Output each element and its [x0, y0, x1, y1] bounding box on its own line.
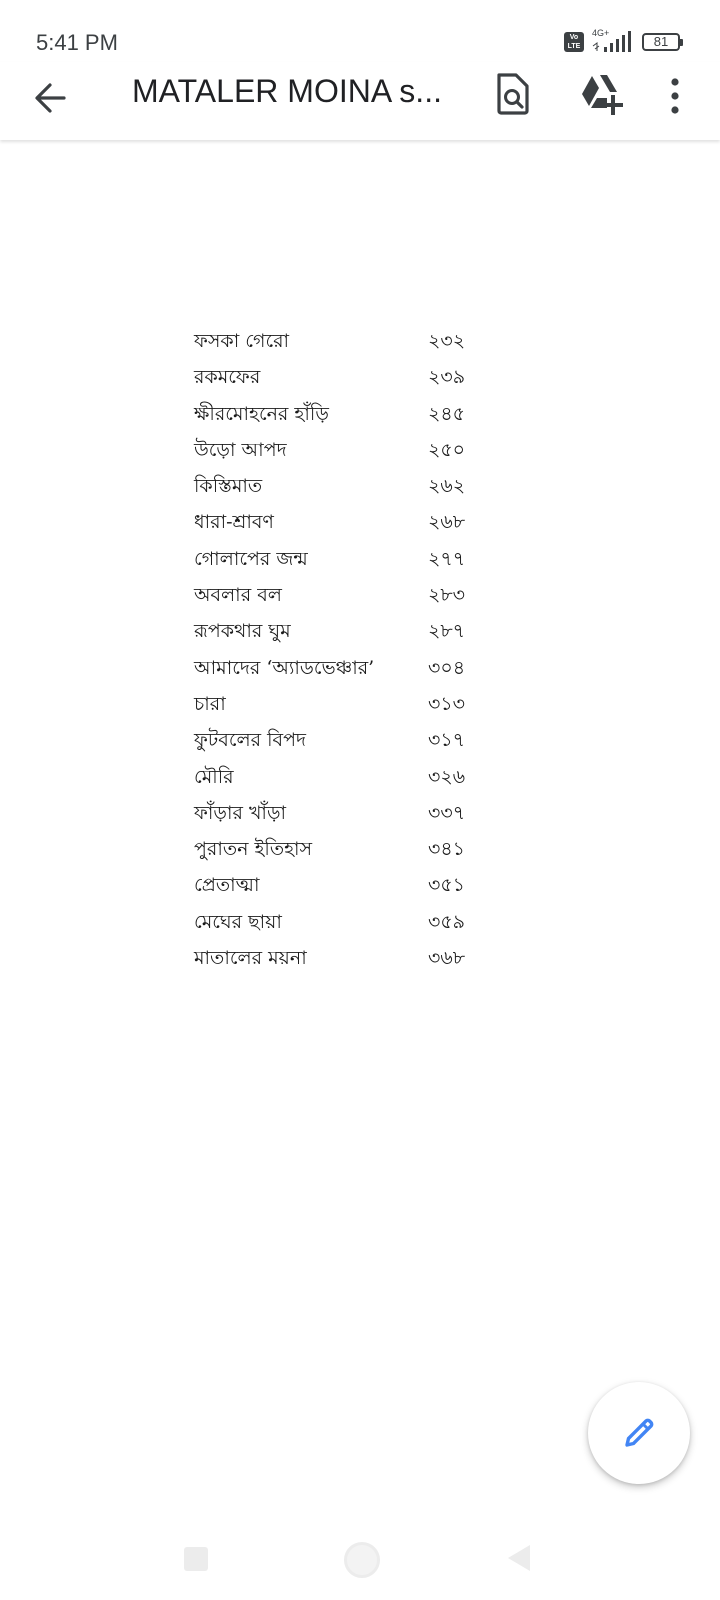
back-button[interactable]	[26, 72, 76, 122]
toc-entry	[194, 617, 484, 653]
toc-entry-page: ৩৫৯	[428, 910, 466, 933]
status-bar	[0, 0, 720, 62]
document-page[interactable]	[0, 142, 720, 1502]
volte-icon: Vo LTE	[564, 32, 584, 52]
toc-entry-page: ৩৫১	[428, 874, 466, 897]
nav-back-icon[interactable]	[508, 1545, 530, 1571]
toc-entry-title: আমাদের ‘অ্যাডভেঞ্চার’	[194, 656, 375, 679]
toc-entry-title: মেঘের ছায়া	[194, 910, 282, 933]
battery-icon: 81	[642, 33, 680, 51]
toc-entry-page: ২৮৭	[428, 620, 466, 643]
toc-entry	[194, 472, 484, 508]
toc-entry-title: গোলাপের জন্ম	[194, 547, 308, 570]
toc-entry-title: রূপকথার ঘুম	[194, 620, 291, 643]
table-of-contents	[194, 327, 484, 980]
toc-entry-page: ৩৪১	[428, 838, 466, 861]
more-options-button[interactable]	[655, 70, 695, 118]
toc-entry-title: চারা	[194, 692, 226, 715]
toc-entry-title: ফসকা গেরো	[194, 330, 290, 352]
toc-entry	[194, 871, 484, 907]
toc-entry	[194, 508, 484, 544]
toc-entry-title: ধারা-শ্রাবণ	[194, 511, 274, 534]
toc-entry	[194, 835, 484, 871]
toc-entry-page: ২৬২	[428, 475, 466, 498]
signal-icon	[590, 30, 636, 54]
toc-entry	[194, 944, 484, 980]
toc-entry	[194, 690, 484, 726]
toc-entry-page: ২৬৮	[428, 511, 466, 534]
toc-entry	[194, 363, 484, 399]
toc-entry	[194, 799, 484, 835]
toc-entry-page: ২৩২	[428, 330, 466, 352]
add-to-drive-button[interactable]	[577, 70, 625, 118]
toc-entry	[194, 581, 484, 617]
add-to-drive-icon	[577, 70, 625, 118]
toc-entry-title: ফুটবলের বিপদ	[194, 729, 306, 752]
toc-entry-title: ফাঁড়ার খাঁড়া	[194, 801, 287, 824]
find-in-page-icon	[490, 70, 538, 118]
document-title: MATALER MOINA s...	[132, 73, 442, 109]
toc-entry-title: মৌরি	[194, 765, 234, 788]
toc-entry	[194, 400, 484, 436]
toc-entry-page: ৩৬৮	[428, 947, 466, 970]
nav-recents-icon[interactable]	[184, 1547, 208, 1571]
toc-entry-title: অবলার বল	[194, 584, 282, 607]
toc-entry-page: ২৭৭	[428, 547, 466, 570]
find-in-page-button[interactable]	[490, 70, 538, 118]
edit-fab-button[interactable]	[588, 1382, 690, 1484]
toc-entry-page: ২৮৩	[428, 584, 466, 607]
toc-entry-page: ৩১৩	[428, 692, 466, 715]
toc-entry	[194, 908, 484, 944]
toc-entry-title: পুরাতন ইতিহাস	[194, 838, 313, 861]
app-bar	[0, 62, 720, 140]
nav-home-icon[interactable]	[344, 1542, 380, 1578]
toc-entry-title: রকমফের	[194, 366, 261, 389]
toc-entry	[194, 726, 484, 762]
toc-entry-page: ৩১৭	[428, 729, 466, 752]
toc-entry	[194, 327, 484, 363]
toc-entry-page: ২৪৫	[428, 402, 466, 425]
network-type-label: 4G+	[592, 28, 610, 38]
toc-entry-page: ৩৩৭	[428, 801, 466, 824]
toc-entry	[194, 436, 484, 472]
toc-entry-title: উড়ো আপদ	[194, 438, 287, 461]
toc-entry-title: কিস্তিমাত	[194, 475, 263, 498]
back-arrow-icon	[26, 72, 76, 122]
toc-entry-title: মাতালের ময়না	[194, 947, 307, 970]
toc-entry-page: ২৫০	[428, 438, 466, 461]
toc-entry-title: ক্ষীরমোহনের হাঁড়ি	[194, 402, 329, 425]
toc-entry	[194, 654, 484, 690]
toc-entry-title: প্রেতাত্মা	[194, 874, 260, 897]
toc-entry-page: ৩০৪	[428, 656, 466, 679]
toc-entry-page: ৩২৬	[428, 765, 466, 788]
edit-pencil-icon	[619, 1413, 659, 1453]
status-time: 5:41 PM	[36, 30, 118, 55]
toc-entry	[194, 763, 484, 799]
toc-entry	[194, 545, 484, 581]
system-nav-bar	[0, 1530, 720, 1590]
status-icons	[564, 30, 680, 54]
toc-entry-page: ২৩৯	[428, 366, 466, 389]
more-vert-icon	[655, 70, 695, 118]
